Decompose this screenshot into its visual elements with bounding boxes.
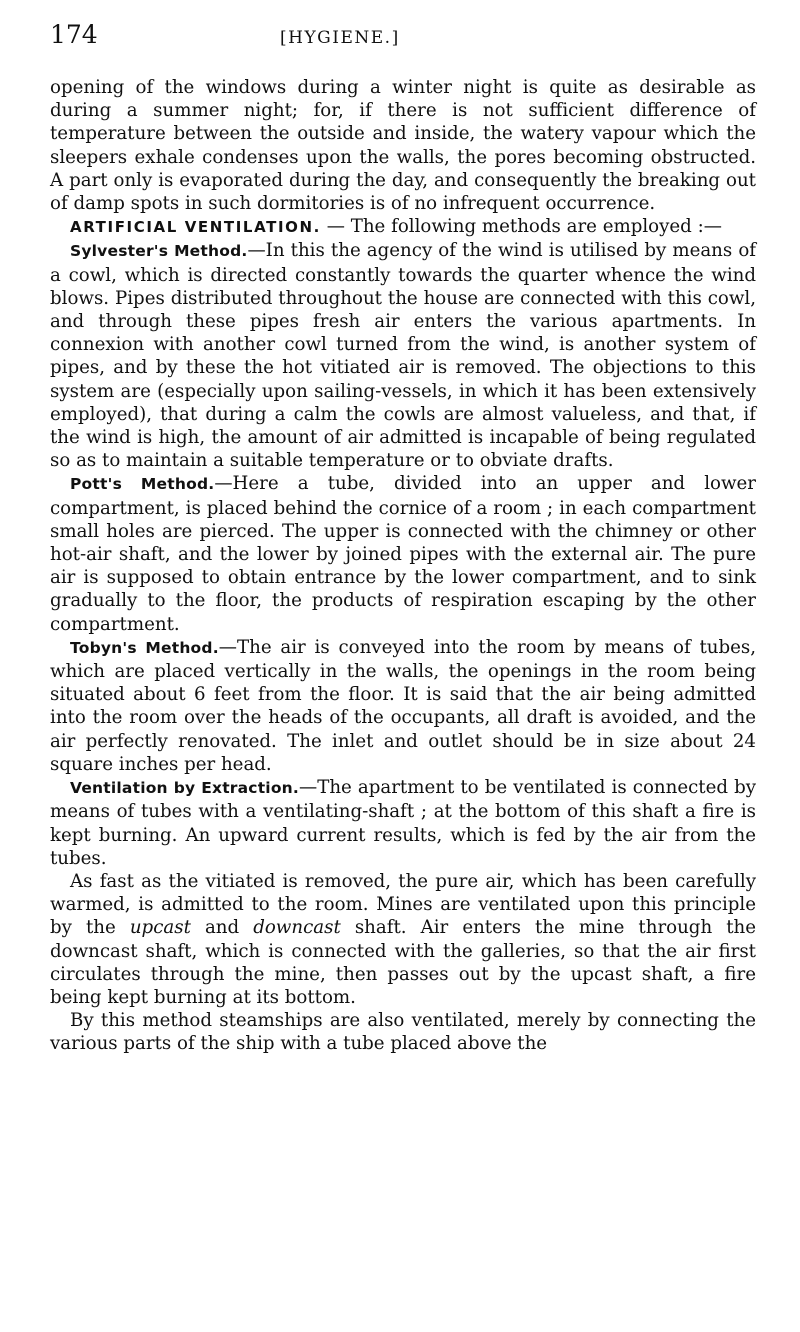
paragraph-text: and xyxy=(190,917,254,939)
running-head: [HYGIENE.] xyxy=(280,28,400,48)
paragraph-steamships: By this method steamships are also ventilated, merely by connecting the various parts of the ship with a tube placed above the xyxy=(50,1010,756,1055)
page-number: 174 xyxy=(50,20,98,49)
method-heading: Pott's Method. xyxy=(70,475,215,494)
paragraph-text: —In this the agency of the wind is utilised by means of a cowl, which is directed constantly towards the quarter whence the wind blows. Pipes distributed throughout the house are connected with this cowl, and through these pipes fresh air enters the various apartments. In connexion with another cowl turned from the wind, is another system of pipes, and by these the hot vitiated air is removed. The objections to this system are (especially upon sailing-vessels, in which it has been extensively employed), that during a calm the cowls are almost valueless, and that, if the wind is high, the amount of air admitted is incapable of being regulated so as to maintain a suitable temperature or to obviate drafts. xyxy=(50,240,756,472)
paragraph-text: —The air is conveyed into the room by means of tubes, which are placed vertically in the walls, the openings in the room being situated about 6 feet from the floor. It is said that the air being admitted into the room over the heads of the occupants, all draft is avoided, and the air perfectly renovated. The inlet and outlet should be in size about 24 square inches per head. xyxy=(50,636,757,775)
paragraph-tobyn xyxy=(50,636,756,776)
body-text xyxy=(50,76,756,1056)
paragraph-sylvester xyxy=(50,239,756,472)
italic-term-upcast: upcast xyxy=(129,917,191,939)
method-heading: Ventilation by Extraction. xyxy=(70,779,299,798)
paragraph-text: —The apartment to be ventilated is connected by means of tubes with a ventilating-shaft ; at the bottom of this shaft a fire is kept burning. An upward current results, which is fed by the air from the tubes. xyxy=(50,777,757,869)
paragraph-artificial-ventilation xyxy=(50,215,756,239)
paragraph-continued: opening of the windows during a winter night is quite as desirable as during a summer night; for, if there is not sufficient difference of temperature between the outside and inside, the watery vapour which the sleepers exhale condenses upon the walls, the pores becoming obstructed. A part only is evaporated during the day, and consequently the breaking out of damp spots in such dormitories is of no infrequent occurrence. xyxy=(50,77,756,215)
section-heading: ARTIFICIAL VENTILATION. xyxy=(70,218,321,237)
paragraph-text: As fast as the vitiated is removed, the pure air, which has been carefully warmed, is admitted to the room. Mines are ventilated upon this principle by the xyxy=(50,870,756,939)
method-heading: Sylvester's Method. xyxy=(70,242,248,261)
paragraph-mines xyxy=(50,870,756,1009)
paragraph-text: —Here a tube, divided into an upper and lower compartment, is placed behind the cornice of a room ; in each compartment small holes are pierced. The upper is connected with the chimney or other hot-air shaft, and the lower by joined pipes with the external air. The pure air is supposed to obtain entrance by the lower compartment, and to sink gradually to the floor, the products of respiration escaping by the other compartment. xyxy=(50,473,756,635)
page-header xyxy=(50,20,756,76)
method-heading: Tobyn's Method. xyxy=(70,638,219,657)
paragraph-text: shaft. Air enters the mine through the downcast shaft, which is connected with the galleries, so that the air first circulates through the mine, then passes out by the upcast shaft, a fire being kept burning at its bottom. xyxy=(50,917,757,1008)
paragraph-pott xyxy=(50,472,756,635)
italic-term-downcast: downcast xyxy=(253,917,341,939)
paragraph-extraction xyxy=(50,776,756,870)
paragraph-text: — The following methods are employed :— xyxy=(320,216,722,238)
